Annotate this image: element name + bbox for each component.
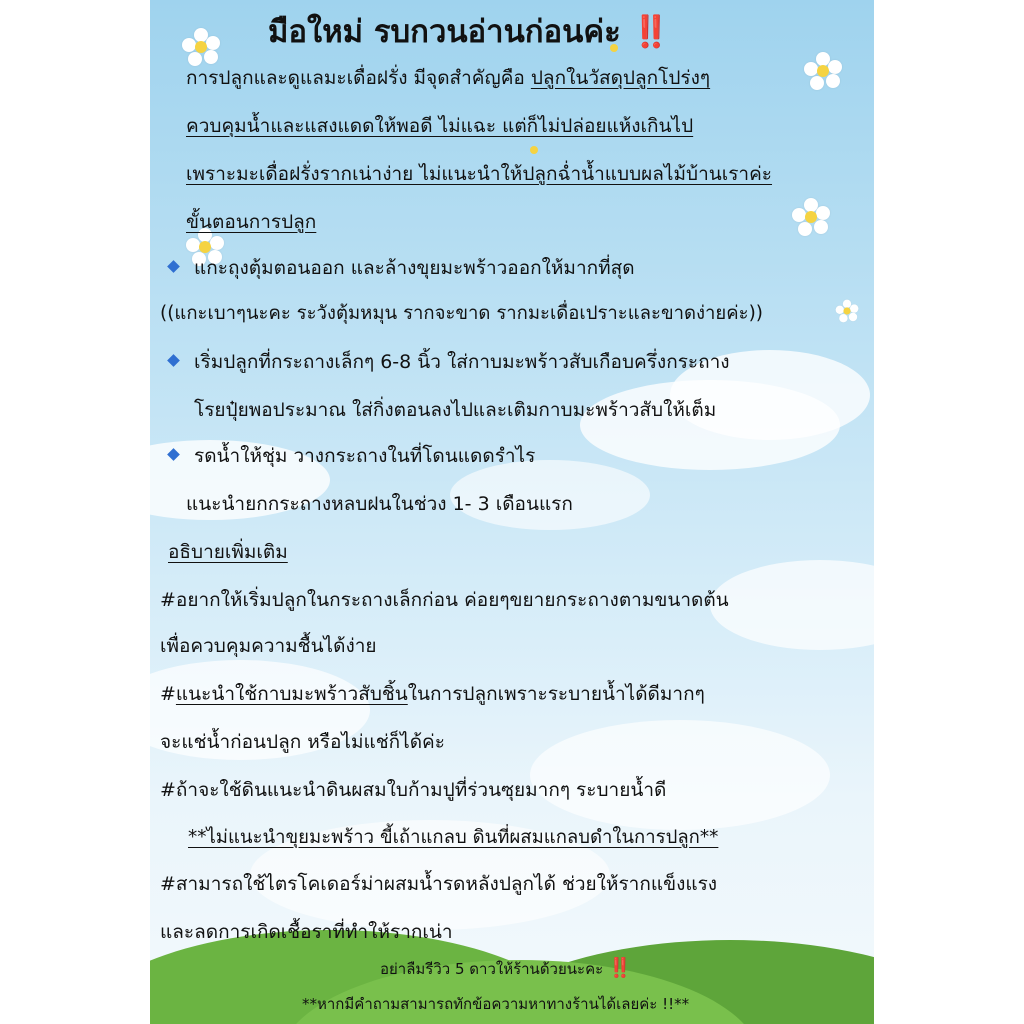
step-3: รดน้ำให้ชุ่ม วางกระถางในที่โดนแดดรำไร [194, 445, 536, 467]
blue-diamond-bullet-icon [167, 354, 180, 367]
poster [150, 0, 874, 1024]
step-3-continued: แนะนำยกกระถางหลบฝนในช่วง 1- 3 เดือนแรก [186, 493, 573, 515]
extra-2-continued: จะแช่น้ำก่อนปลูก หรือไม่แช่ก็ได้ค่ะ [160, 731, 445, 753]
extra-2-key-point: แนะนำใช้กาบมะพร้าวสับชิ้น [175, 683, 408, 705]
extra-heading: อธิบายเพิ่มเติม [168, 541, 288, 563]
steps-heading: ขั้นตอนการปลูก [186, 211, 317, 233]
step-2: เริ่มปลูกที่กระถางเล็กๆ 6-8 นิ้ว ใส่กาบมะพร้าวสับเกือบครึ่งกระถาง [194, 351, 730, 373]
yellow-dot [530, 146, 538, 154]
review-text: อย่าลืมรีวิว 5 ดาวให้ร้านด้วยนะคะ [380, 960, 604, 978]
title-text: มือใหม่ รบกวนอ่านก่อนค่ะ [268, 14, 621, 50]
extra-2-text: ในการปลูกเพราะระบายน้ำได้ดีมากๆ [407, 683, 705, 705]
intro-line-3: เพราะมะเดื่อฝรั่งรากเน่าง่าย ไม่แนะนำให้ปลูกฉ่ำน้ำแบบผลไม้บ้านเราค่ะ [186, 163, 773, 185]
double-exclamation-icon: ‼️ [631, 14, 671, 50]
cloud [530, 720, 830, 830]
daisy-flower-icon [837, 301, 857, 321]
intro-line-1 [186, 66, 710, 90]
extra-1-continued: เพื่อควบคุมความชื้นได้ง่าย [160, 635, 377, 657]
intro-key-point: ปลูกในวัสดุปลูกโปร่งๆ [530, 67, 711, 89]
daisy-flower-icon [184, 30, 218, 64]
double-exclamation-icon: ‼️ [607, 957, 632, 979]
step-2-continued: โรยปุ๋ยพอประมาณ ใส่กิ่งตอนลงไปและเติมกาบมะพร้าวสับให้เต็ม [194, 399, 717, 421]
extra-1: #อยากให้เริ่มปลูกในกระถางเล็กก่อน ค่อยๆขยายกระถางตามขนาดต้น [160, 589, 729, 611]
daisy-flower-icon [794, 200, 828, 234]
daisy-flower-icon [806, 54, 840, 88]
blue-diamond-bullet-icon [167, 260, 180, 273]
step-1-note: ((แกะเบาๆนะคะ ระวังตุ้มหมุน รากจะขาด รากมะเดื่อเปราะและขาดง่ายค่ะ)) [160, 303, 764, 324]
step-1: แกะถุงตุ้มตอนออก และล้างขุยมะพร้าวออกให้มากที่สุด [194, 257, 635, 279]
review-reminder [380, 956, 632, 981]
contact-note: **หากมีคำถามสามารถทักข้อความหาทางร้านได้เลยค่ะ !!** [302, 995, 690, 1013]
extra-4-continued: และลดการเกิดเชื้อราที่ทำให้รากเน่า [160, 921, 453, 943]
page-title [268, 6, 670, 56]
extra-4: #สามารถใช้ไตรโคเดอร์ม่าผสมน้ำรดหลังปลูกได้ ช่วยให้รากแข็งแรง [160, 873, 718, 895]
extra-3: #ถ้าจะใช้ดินแนะนำดินผสมใบก้ามปูที่ร่วนซุยมากๆ ระบายน้ำดี [160, 779, 667, 801]
cloud [710, 560, 874, 650]
intro-text: การปลูกและดูแลมะเดื่อฝรั่ง มีจุดสำคัญคือ [186, 67, 531, 89]
extra-2 [160, 682, 705, 706]
warning-note: **ไม่แนะนำขุยมะพร้าว ขี้เถ้าแกลบ ดินที่ผสมแกลบดำในการปลูก** [188, 827, 719, 848]
hash-mark: # [160, 683, 176, 705]
intro-line-2: ควบคุมน้ำและแสงแดดให้พอดี ไม่แฉะ แต่ก็ไม่ปล่อยแห้งเกินไป [186, 115, 694, 137]
